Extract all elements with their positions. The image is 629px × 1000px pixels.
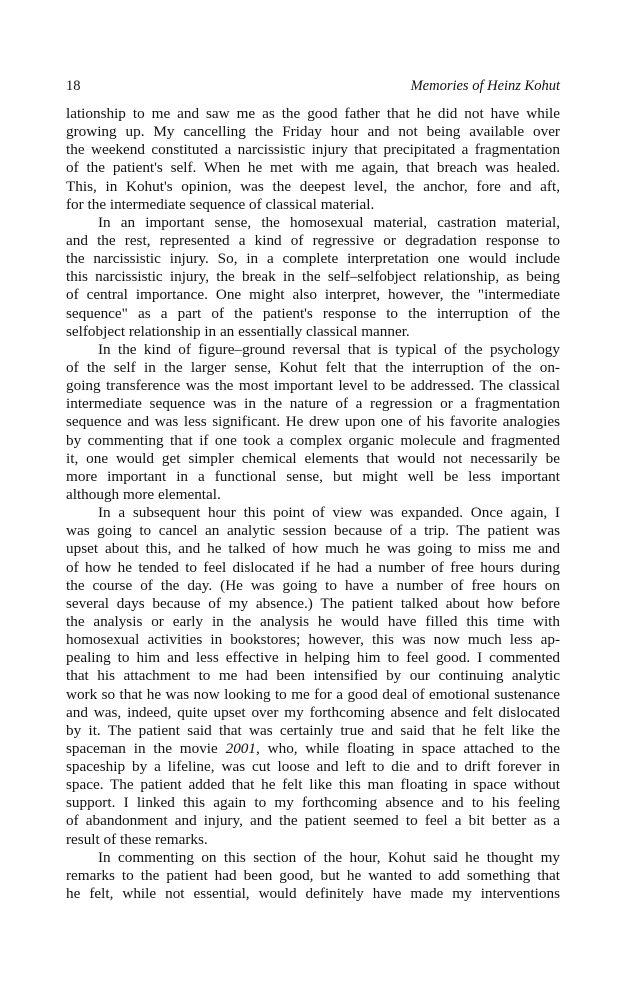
text-line: intermediate sequence was in the nature of a regression or a fragmentation bbox=[66, 395, 560, 413]
text-line: remarks to the patient had been good, but he wanted to add something that bbox=[66, 866, 560, 884]
text-line: of abandonment and injury, and the patient seemed to feel a bit better as a bbox=[66, 812, 560, 830]
text-line: of the patient's self. When he met with me again, that breach was healed. bbox=[66, 159, 560, 177]
text-line: of the self in the larger sense, Kohut felt that the interruption of the on- bbox=[66, 358, 560, 376]
text-line: growing up. My cancelling the Friday hour and not being available over bbox=[66, 123, 560, 141]
page-number: 18 bbox=[66, 78, 81, 94]
text-line: result of these remarks. bbox=[66, 830, 208, 848]
text-line: In commenting on this section of the hour, Kohut said he thought my bbox=[98, 848, 560, 866]
text-line: sequence and was less significant. He drew upon one of his favorite analogies bbox=[66, 413, 560, 431]
text-line: going transference was the most important level to be addressed. The classical bbox=[66, 377, 560, 395]
text-segment: , who, while floating in space attached to the bbox=[255, 739, 560, 757]
text-line: several days because of my absence.) The patient talked about how before bbox=[66, 594, 560, 612]
text-line: support. I linked this again to my forthcoming absence and to his feeling bbox=[66, 794, 560, 812]
text-line: was going to cancel an analytic session because of a trip. The patient was bbox=[66, 522, 560, 540]
text-line: of central importance. One might also interpret, however, the "intermediate bbox=[66, 286, 560, 304]
text-line: spaceship by a lifeline, was cut loose and left to die and to drift forever in bbox=[66, 758, 560, 776]
text-line: although more elemental. bbox=[66, 485, 221, 503]
text-line: that his attachment to me had been intensified by our continuing analytic bbox=[66, 667, 560, 685]
text-line: This, in Kohut's opinion, was the deepest level, the anchor, fore and aft, bbox=[66, 177, 560, 195]
text-line: the course of the day. (He was going to have a number of free hours on bbox=[66, 576, 560, 594]
text-line: of how he tended to feel dislocated if he had a number of free hours during bbox=[66, 558, 560, 576]
text-line: upset about this, and he talked of how much he was going to miss me and bbox=[66, 540, 560, 558]
text-line: for the intermediate sequence of classical material. bbox=[66, 195, 375, 213]
text-line: space. The patient added that he felt like this man floating in space without bbox=[66, 776, 560, 794]
text-line: In the kind of figure–ground reversal that is typical of the psychology bbox=[98, 340, 560, 358]
text-line: sequence" as a part of the patient's response to the interruption of the bbox=[66, 304, 560, 322]
text-line: it, one would get simpler chemical elements that would not necessarily be bbox=[66, 449, 560, 467]
text-line: he felt, while not essential, would definitely have made my interventions bbox=[66, 885, 560, 903]
page-header bbox=[66, 78, 560, 98]
italic-title: 2001 bbox=[225, 739, 256, 757]
text-line: homosexual activities in bookstores; however, this was now much less ap- bbox=[66, 631, 560, 649]
text-line: selfobject relationship in an essentially classical manner. bbox=[66, 322, 410, 340]
text-line: lationship to me and saw me as the good father that he did not have while bbox=[66, 105, 560, 122]
running-head: Memories of Heinz Kohut bbox=[410, 78, 560, 94]
text-line: by commenting that if one took a complex organic molecule and fragmented bbox=[66, 431, 560, 449]
text-segment: spaceman in the movie bbox=[66, 739, 226, 757]
text-line: the weekend constituted a narcissistic injury that precipitated a fragmentation bbox=[66, 141, 560, 159]
text-line: by it. The patient said that was certainly true and said that he felt like the bbox=[66, 721, 560, 739]
text-line: pealing to him and less effective in helping him to feel good. I commented bbox=[66, 649, 560, 667]
body-text bbox=[66, 105, 560, 903]
text-line: this narcissistic injury, the break in the self–selfobject relationship, as being bbox=[66, 268, 560, 286]
text-line bbox=[66, 740, 560, 758]
text-line: the analysis or early in the analysis he would have filled this time with bbox=[66, 612, 560, 630]
text-line: the narcissistic injury. So, in a complete interpretation one would include bbox=[66, 250, 560, 268]
text-line: In a subsequent hour this point of view was expanded. Once again, I bbox=[98, 504, 560, 522]
text-line: In an important sense, the homosexual material, castration material, bbox=[98, 213, 560, 231]
text-line: and the rest, represented a kind of regressive or degradation response to bbox=[66, 231, 560, 249]
text-line: more important in a functional sense, but might well be less important bbox=[66, 467, 560, 485]
text-line: and was, indeed, quite upset over my forthcoming absence and felt dislocated bbox=[66, 703, 560, 721]
text-line: work so that he was now looking to me for a good deal of emotional sustenance bbox=[66, 685, 560, 703]
